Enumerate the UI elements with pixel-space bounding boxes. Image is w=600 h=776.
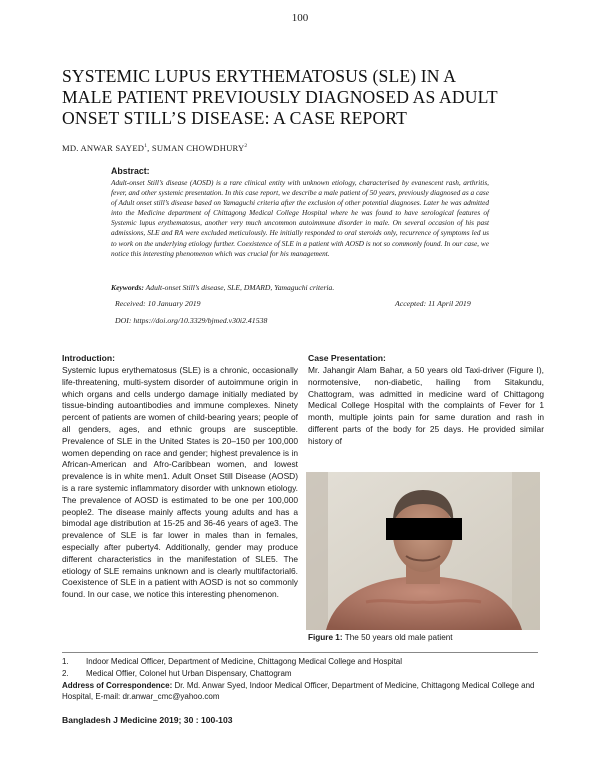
title-line-2: MALE PATIENT PREVIOUSLY DIAGNOSED AS ADULT	[62, 87, 498, 107]
author-1: MD. ANWAR SAYED	[62, 143, 145, 153]
author-list	[62, 143, 247, 153]
figure-caption	[308, 633, 453, 642]
figure-caption-text: The 50 years old male patient	[342, 633, 453, 642]
author-2-affiliation-mark: 2	[244, 143, 248, 150]
accepted-date: Accepted: 11 April 2019	[395, 299, 471, 308]
abstract-body: Adult-onset Still’s disease (AOSD) is a rare clinical entity with unknown etiology, characterised by evanescent rash, arthritis, fever, and other systemic presentation. In this case report, we describe a male patient of 50 years, previously diagnosed as a case of Adult onset still’s disease based on Yamaguchi criteria after the exclusion of other potential diagnoses. Later he was admitted into the Medicine department of Chittagong Medical College Hospital where he was found to have serological features of Systemic lupus erythematosus, another very much uncommon autoimmune disorder in male. On several occasion of his past admissions, SLE and RA were excluded meticulously. He initially responded to oral steroids only, recurrence of symptoms led us to work on the underlying etiology further. Coexistence of SLE in a patient with AOSD is not so commonly found. In our case, we notice this interesting phenomenon which was crucial for his management.	[111, 178, 489, 258]
title-line-3: ONSET STILL’S DISEASE: A CASE REPORT	[62, 108, 408, 128]
correspondence-text: Dr. Md. Anwar Syed, Indoor Medical Officer, Department of Medicine, Chittagong Medical College and Hospital, E-mail: dr.anwar_cmc@yahoo.com	[62, 681, 535, 701]
footnote-1-text: Indoor Medical Officer, Department of Medicine, Chittagong Medical College and Hospital	[86, 657, 403, 666]
abstract	[111, 166, 489, 259]
figure-label: Figure 1:	[308, 633, 343, 642]
author-separator: ,	[147, 143, 152, 153]
abstract-heading: Abstract:	[111, 166, 150, 176]
correspondence-label: Address of Correspondence:	[62, 681, 173, 690]
introduction-body: Systemic lupus erythematosus (SLE) is a chronic, occasionally life-threatening, multi-system disorder of autoimmune origin in which organs and cells undergo damage initially mediated by tissue-binding autoantibodies and immune complexes. Ninety percent of patients are women of child-bearing years; people of all genders, ages, and ethnic groups are susceptible. Prevalence of SLE in the United States is 20–150 per 100,000 women depending on race and gender; highest prevalence is in African-American and Afro-Caribbean women, and lowest prevalence is in white men1. Adult Onset Still Disease (AOSD) is a rare systemic inflammatory disorder with unknown etiology. The prevalence of AOSD is estimated to be one per 100,000 people2. The disease mainly affects young adults and has a bimodal age distribution at 15-25 and 36-46 years of age3. The prevalence of SLE is far lower in males than in females, especially after puberty4. Additionally, gender may produce different characteristics in the manifestation of SLE5. The etiology of SLE remains unknown and is clearly multifactorial6. Coexistence of SLE in a patient with AOSD is not so commonly found. In our case, we notice this interesting phenomenon.	[62, 365, 298, 600]
introduction-heading: Introduction:	[62, 353, 115, 363]
title-line-1: SYSTEMIC LUPUS ERYTHEMATOSUS (SLE) IN A	[62, 66, 457, 86]
footnote-2	[62, 668, 292, 679]
footnote-2-number: 2.	[62, 669, 69, 678]
article-title	[62, 66, 542, 129]
received-date: Received: 10 January 2019	[115, 299, 201, 308]
footnote-2-text: Medical Offier, Colonel hut Urban Dispensary, Chattogram	[86, 669, 292, 678]
case-presentation-body: Mr. Jahangir Alam Bahar, a 50 years old Taxi-driver (Figure I), normotensive, non-diabetic, hailing from Sitakundu, Chattogram, was admitted in medicine ward of Chittagong Medical College Hospital with the complaints of Fever for 1 month, multiple joints pain for same duration and rash in different parts of the body for 25 days. He provided similar history of	[308, 365, 544, 446]
doi-link[interactable]: DOI: https://doi.org/10.3329/bjmed.v30i2.41538	[115, 316, 268, 325]
page-number: 100	[291, 12, 309, 24]
eye-censor-bar	[386, 518, 462, 540]
keywords-label: Keywords:	[111, 283, 144, 292]
author-2: SUMAN CHOWDHURY	[151, 143, 245, 153]
case-presentation-heading: Case Presentation:	[308, 353, 386, 363]
patient-photo	[306, 472, 540, 630]
keywords	[111, 283, 489, 292]
footnote-1-number: 1.	[62, 657, 69, 666]
footnote-divider	[62, 652, 538, 653]
correspondence-address	[62, 680, 542, 702]
keywords-text: Adult-onset Still’s disease, SLE, DMARD, Yamaguchi criteria.	[143, 283, 335, 292]
footnote-1	[62, 656, 402, 667]
patient-photo-image	[306, 472, 540, 630]
journal-citation: Bangladesh J Medicine 2019; 30 : 100-103	[62, 715, 233, 725]
author-1-affiliation-mark: 1	[144, 143, 148, 150]
